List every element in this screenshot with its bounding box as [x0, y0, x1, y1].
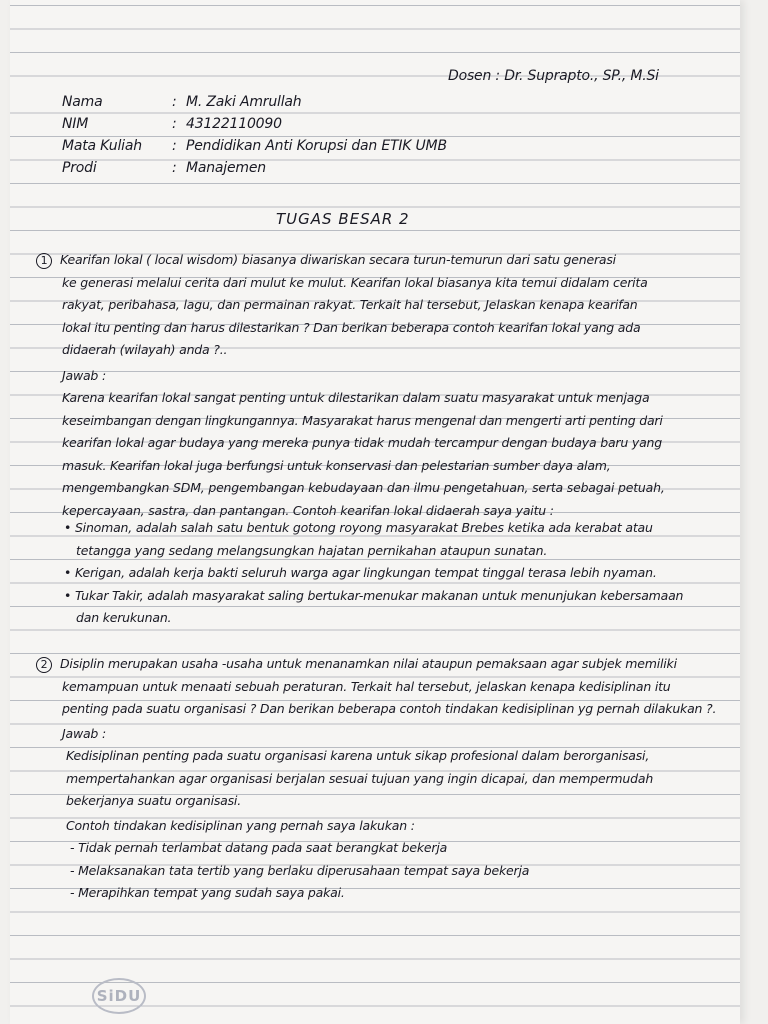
identity-label: NIM — [62, 116, 89, 132]
q2-example-line: - Melaksanakan tata tertib yang berlaku diperusahaan tempat saya bekerja — [70, 862, 530, 878]
lecturer-value: Dr. Suprapto., SP., M.Si — [504, 68, 659, 84]
q1-answer-line: masuk. Kearifan lokal juga berfungsi untuk konservasi dan pelestarian sumber daya alam, — [62, 457, 611, 473]
identity-value: M. Zaki Amrullah — [186, 94, 302, 110]
q2-text-line: Disiplin merupakan usaha -usaha untuk menanamkan nilai ataupun pemaksaan agar subjek memiliki — [60, 656, 677, 671]
q1-bullet-line: • Sinoman, adalah salah satu bentuk gotong royong masyarakat Brebes ketika ada kerabat atau — [64, 520, 653, 535]
identity-value: 43122110090 — [186, 116, 282, 132]
lecturer-line: Dosen : Dr. Suprapto., SP., M.Si — [448, 68, 659, 84]
lecturer-label: Dosen — [448, 68, 492, 84]
q1-number: 1 — [36, 252, 56, 269]
q1-answer-line: Karena kearifan lokal sangat penting untuk dilestarikan dalam suatu masyarakat untuk menjaga — [62, 390, 650, 405]
q2-example-line: - Merapihkan tempat yang sudah saya pakai. — [70, 885, 345, 901]
q1-text-line: didaerah (wilayah) anda ?.. — [62, 342, 228, 358]
q2-answer-line: bekerjanya suatu organisasi. — [66, 793, 241, 809]
q1-answer-label: Jawab : — [62, 368, 106, 383]
q1-text-line: rakyat, peribahasa, lagu, dan permainan rakyat. Terkait hal tersebut, Jelaskan kenapa kearifan — [62, 297, 638, 313]
identity-colon: : — [172, 160, 177, 176]
q2-text-line: penting pada suatu organisasi ? Dan berikan beberapa contoh tindakan kedisiplinan yg pernah dilakukan ?. — [62, 701, 717, 717]
identity-colon: : — [172, 116, 177, 132]
page-title: TUGAS BESAR 2 — [276, 210, 410, 228]
identity-label: Nama — [62, 94, 103, 110]
q1-answer-line: kepercayaan, sastra, dan pantangan. Contoh kearifan lokal didaerah saya yaitu : — [62, 503, 554, 518]
q1-answer-line: keseimbangan dengan lingkungannya. Masyarakat harus mengenal dan mengerti arti penting dari — [62, 412, 663, 428]
q1-text-line: ke generasi melalui cerita dari mulut ke mulut. Kearifan lokal biasanya kita temui didalam cerita — [62, 274, 648, 290]
q2-text-line: kemampuan untuk menaati sebuah peraturan. Terkait hal tersebut, jelaskan kenapa kedisiplinan itu — [62, 678, 671, 694]
q2-examples-intro: Contoh tindakan kedisiplinan yang pernah saya lakukan : — [66, 818, 415, 833]
identity-value: Manajemen — [186, 160, 266, 176]
q1-bullet-line: • Kerigan, adalah kerja bakti seluruh warga agar lingkungan tempat tinggal terasa lebih nyaman. — [64, 565, 657, 581]
identity-label: Prodi — [62, 160, 97, 176]
identity-label: Mata Kuliah — [62, 138, 142, 154]
identity-value: Pendidikan Anti Korupsi dan ETIK UMB — [186, 138, 447, 154]
q1-text-line: Kearifan lokal ( local wisdom) biasanya diwariskan secara turun-temurun dari satu generasi — [60, 252, 616, 267]
q2-answer-line: mempertahankan agar organisasi berjalan sesuai tujuan yang ingin dicapai, dan mempermudah — [66, 770, 654, 786]
q1-bullet-line: tetangga yang sedang melangsungkan hajatan pernikahan ataupun sunatan. — [76, 542, 548, 558]
identity-colon: : — [172, 94, 177, 110]
q2-number: 2 — [36, 656, 56, 673]
q1-answer-line: kearifan lokal agar budaya yang mereka punya tidak mudah tercampur dengan budaya baru yang — [62, 435, 662, 451]
q2-example-line: - Tidak pernah terlambat datang pada saat berangkat bekerja — [70, 840, 448, 855]
identity-colon: : — [172, 138, 177, 154]
q1-text-line: lokal itu penting dan harus dilestarikan ? Dan berikan beberapa contoh kearifan lokal yang ada — [62, 319, 641, 335]
q2-answer-line: Kedisiplinan penting pada suatu organisasi karena untuk sikap profesional dalam berorganisasi, — [66, 748, 650, 763]
q1-answer-line: mengembangkan SDM, pengembangan kebudayaan dan ilmu pengetahuan, serta sebagai petuah, — [62, 480, 665, 496]
q2-answer-label: Jawab : — [62, 726, 106, 741]
sidu-stamp: SiDU — [92, 978, 146, 1014]
q1-bullet-line: • Tukar Takir, adalah masyarakat saling bertukar-menukar makanan untuk menunjukan kebersamaan — [64, 587, 684, 603]
q1-bullet-line: dan kerukunan. — [76, 610, 172, 626]
